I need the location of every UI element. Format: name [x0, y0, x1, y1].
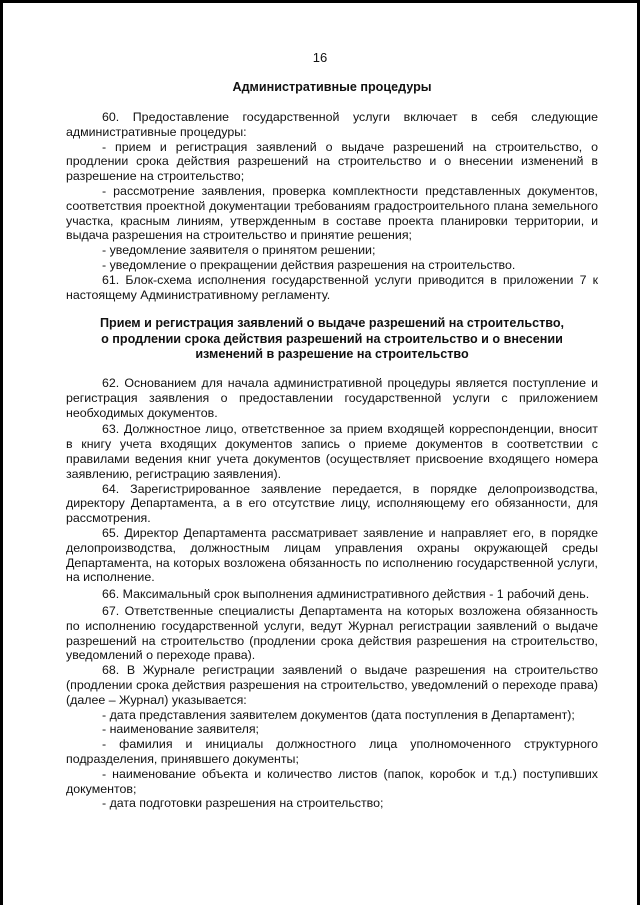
page-number: 16: [312, 50, 328, 65]
paragraph: 68. В Журнале регистрации заявлений о выдаче разрешения на строительство (продлении срока действия разрешения на строительство, уведомлений о переходе права) (далее – Журнал) указывается:: [66, 663, 598, 707]
list-item: - наименование объекта и количество листов (папок, коробок и т.д.) поступивших документов;: [66, 766, 598, 796]
page-border-top: [0, 0, 640, 3]
section-body-procedures: [66, 110, 598, 302]
list-item: - прием и регистрация заявлений о выдаче разрешений на строительство, о продлении срока действия разрешений на строительство и о внесении изменений в разрешение на строительство;: [66, 139, 598, 184]
list-item: - фамилия и инициалы должностного лица уполномоченного структурного подразделения, принявшего документы;: [66, 737, 598, 766]
section-title-procedures: Административные процедуры: [232, 80, 432, 94]
paragraph: 60. Предоставление государственной услуги включает в себя следующие административные процедуры:: [66, 110, 598, 139]
list-item: - уведомление заявителя о принятом решении;: [102, 243, 376, 258]
section-body-reception: [66, 376, 598, 811]
paragraph: 62. Основанием для начала административной процедуры является поступление и регистрация заявления о предоставлении государственной услуги с приложением необходимых документов.: [66, 376, 598, 420]
paragraph: 67. Ответственные специалисты Департамента на которых возложена обязанность по исполнению государственной услуги, ведут Журнал регистрации заявлений о выдаче разрешений на строительство (продлении срока действия разрешения на строительство, уведомлений о переходе права).: [66, 603, 598, 663]
list-item: - наименование заявителя;: [102, 722, 259, 737]
section-title-line: изменений в разрешение на строительство: [195, 347, 469, 362]
paragraph: 64. Зарегистрированное заявление передается, в порядке делопроизводства, директору Департамента, а в его отсутствие лицу, исполняющему его обязанности, для рассмотрения.: [66, 481, 598, 526]
page-border-left: [0, 0, 3, 905]
paragraph: 61. Блок-схема исполнения государственной услуги приводится в приложении 7 к настоящему Административному регламенту.: [66, 272, 598, 302]
paragraph: 65. Директор Департамента рассматривает заявление и направляет его, в порядке делопроизводства, должностным лицам управления охраны окружающей среды Департамента, на которых возложена обязанность по исполнению государственной услуги, на исполнение.: [66, 525, 598, 585]
paragraph: 66. Максимальный срок выполнения административного действия - 1 рабочий день.: [102, 587, 590, 602]
list-item: - дата представления заявителем документов (дата поступления в Департамент);: [102, 707, 575, 722]
list-item: - рассмотрение заявления, проверка комплектности представленных документов, соответствия проектной документации требованиям градостроительного плана земельного участка, красным линиям, утвержденным в составе проекта планировки территории, и выдача разрешения на строительство и принятие решения;: [66, 183, 598, 243]
section-title-line: Прием и регистрация заявлений о выдаче разрешений на строительство,: [99, 316, 565, 330]
list-item: - дата подготовки разрешения на строительство;: [102, 796, 384, 811]
section-title-reception: [66, 316, 598, 363]
paragraph: 63. Должностное лицо, ответственное за прием входящей корреспонденции, вносит в книгу учета входящих документов запись о приеме документов в соответствии с правилами ведения книг учета документов (осуществляет присвоение входящего номера заявлению, регистрацию заявления).: [66, 422, 598, 481]
section-title-line: о продлении срока действия разрешений на строительство и о внесении: [101, 331, 563, 346]
list-item: - уведомление о прекращении действия разрешения на строительство.: [102, 257, 516, 272]
